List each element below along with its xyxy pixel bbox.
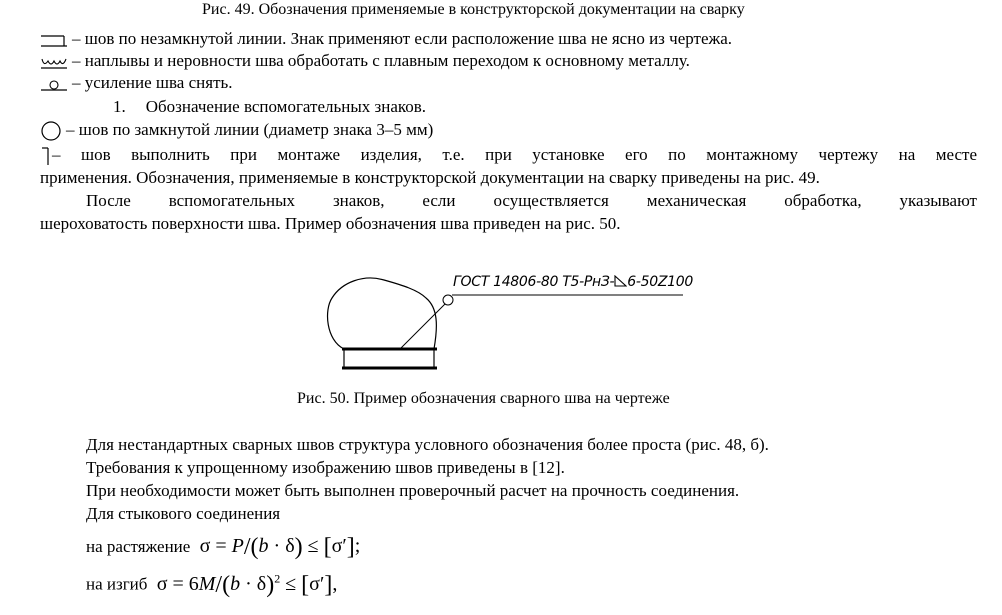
remove-reinforcement-icon <box>40 77 68 91</box>
open-line-weld-icon <box>40 33 68 47</box>
open-line-item <box>40 28 732 50</box>
aux-heading-number: 1. <box>113 97 126 116</box>
closed-line-circle-icon <box>40 121 62 141</box>
aux-heading <box>113 96 426 118</box>
closed-line-text: – шов по замкнутой линии (диаметр знака 3–5 мм) <box>66 120 434 139</box>
body-paragraph-1: Для нестандартных сварных швов структура условного обозначения более проста (рис. 48, б). <box>86 435 769 454</box>
after-line-2: шероховатость поверхности шва. Пример обозначения шва приведен на рис. 50. <box>40 214 621 233</box>
mount-text-1: – шов выполнить при монтаже изделия, т.е. при установке его по монтажному чертежу на месте <box>52 145 977 164</box>
mount-line-2: применения. Обозначения, применяемые в конструкторской документации на сварку приведены на рис. 49. <box>40 168 820 187</box>
bending-formula: на изгиб $\sigma = 6M/(b \cdot \delta)^2 \le [\sigma']$, <box>86 571 338 598</box>
body-paragraph-3: При необходимости может быть выполнен проверочный расчет на прочность соединения. <box>86 481 740 500</box>
figure-49-caption: Рис. 49. Обозначения применяемые в конструкторской документации на сварку <box>202 1 745 18</box>
gost-designation <box>453 274 693 290</box>
after-line-1: После вспомогательных знаков, если осуществляется механическая обработка, указывают <box>86 191 977 210</box>
remove-text: – усиление шва снять. <box>72 73 233 92</box>
closed-line-item <box>40 119 433 141</box>
gost-text-before: ГОСТ 14806-80 Т5-РнЗ- <box>453 274 615 290</box>
gost-text-after: 6-50Z100 <box>627 274 693 290</box>
bending-label: на изгиб <box>86 574 148 594</box>
smooth-transition-icon <box>40 55 68 69</box>
open-line-text: – шов по незамкнутой линии. Знак применяют если расположение шва не ясно из чертежа. <box>72 29 733 48</box>
mounting-flag-icon <box>40 146 50 166</box>
body-paragraph-2: Требования к упрощенному изображению швов приведены в [12]. <box>86 458 565 477</box>
figure-50-caption: Рис. 50. Пример обозначения сварного шва на чертеже <box>297 390 670 407</box>
tension-formula: на растяжение σ = P/(b · δ) ≤ [σ′]; <box>86 534 361 560</box>
mount-line-1 <box>40 144 977 166</box>
fillet-triangle-icon <box>614 275 627 287</box>
tension-label: на растяжение <box>86 537 191 556</box>
remove-item <box>40 72 233 94</box>
smooth-item <box>40 50 690 72</box>
smooth-text: – наплывы и неровности шва обработать с плавным переходом к основному металлу. <box>72 51 690 70</box>
aux-heading-text: Обозначение вспомогательных знаков. <box>145 97 427 116</box>
body-paragraph-4: Для стыкового соединения <box>86 504 281 523</box>
